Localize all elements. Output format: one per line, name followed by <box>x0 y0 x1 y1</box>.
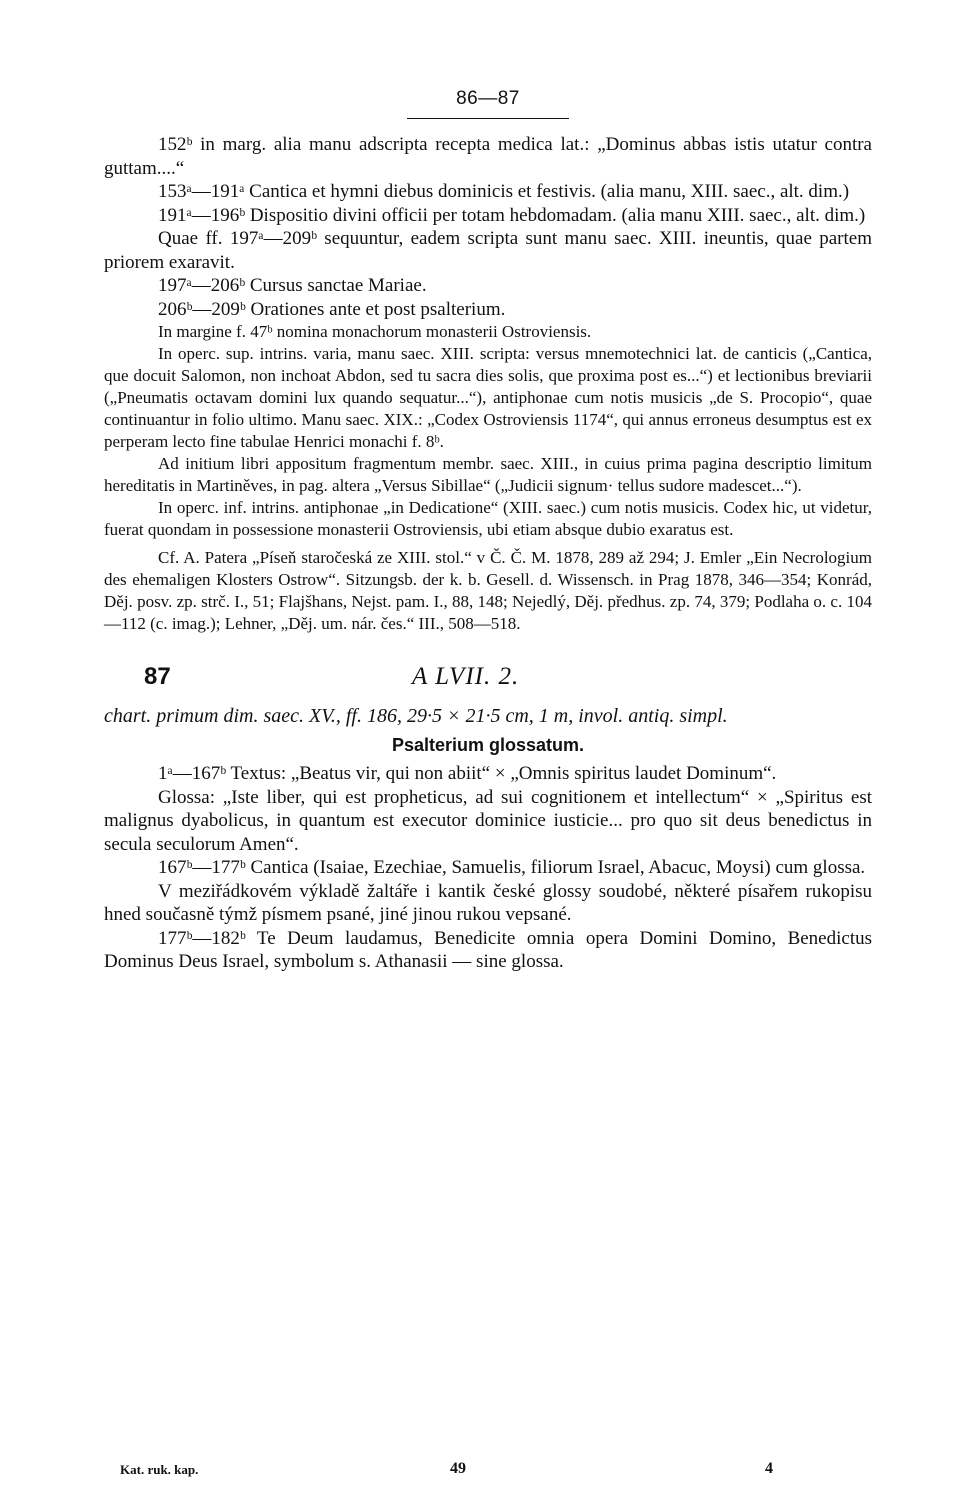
entry87-paragraph-3: 167ᵇ—177ᵇ Cantica (Isaiae, Ezechiae, Samuelis, filiorum Israel, Abacuc, Moysi) cum glossa. <box>158 857 866 878</box>
footer-signature: Kat. ruk. kap. <box>120 1462 199 1477</box>
entry86-references: Cf. A. Patera „Píseň staročeská ze XIII. stol.“ v Č. Č. M. 1878, 289 až 294; J. Emler „Ein Necrologium des ehemaligen Klosters Ostrow“. Sitzungsb. der k. b. Gesell. d. Wissensch. in Prag 1878, 346—354; Konrád, Děj. posv. zp. strč. I., 51; Flajšhans, Nejst. pam. I., 88, 148; Nejedlý, Děj. předhus. zp. 74, 379; Podlaha o. c. 104—112 (c. imag.); Lehner, „Děj. um. nár. čes.“ III., 508—518. <box>104 548 872 633</box>
entry86-paragraph-1: 152ᵇ in marg. alia manu adscripta recepta medica lat.: „Dominus abbas istis utatur contra guttam....“ <box>104 134 872 179</box>
entry87-paragraph-1: 1ᵃ—167ᵇ Textus: „Beatus vir, qui non abiit“ × „Omnis spiritus laudet Dominum“. <box>158 763 777 784</box>
entry86-note-2: In operc. sup. intrins. varia, manu saec. XIII. scripta: versus mnemotechnici lat. de canticis („Cantica, que docuit Salomon, non inchoat Abdon, sed tu sacra dies solis, que proxima post es...“) et lectionibus breviarii („Pneumatis octavam domini lux quando sequatur...“), antiphonae cum notis musicis „de S. Procopio“, quae continuantur in folio ultimo. Manu saec. XIX.: „Codex Ostroviensis 1174“, qui annus erroneus desumptus est ex perperam lecto fine tabulae Henrici monachi f. 8ᵇ. <box>104 344 872 451</box>
entry86-paragraph-3: 191ᵃ—196ᵇ Dispositio divini officii per totam hebdomadam. (alia manu XIII. saec., alt. dim.) <box>158 204 866 226</box>
entry87-paragraph-5: 177ᵇ—182ᵇ Te Deum laudamus, Benedicite omnia opera Domini Domino, Benedictus Dominus Deus Israel, symbolum s. Athanasii — sine glossa. <box>104 927 872 972</box>
entry86-note-1: In margine f. 47ᵇ nomina monachorum monasterii Ostroviensis. <box>158 322 592 341</box>
entry87-title: Psalterium glossatum. <box>391 735 585 755</box>
entry87-heading <box>104 663 872 699</box>
entry86-paragraph-5: 197ᵃ—206ᵇ Cursus sanctae Mariae. <box>158 275 427 296</box>
entry87-description: chart. primum dim. saec. XV., ff. 186, 29·5 × 21·5 cm, 1 m, invol. antiq. simpl. <box>104 705 728 727</box>
gathering-number: 4 <box>765 1460 773 1477</box>
running-head: 86—87 <box>456 88 520 109</box>
entry87-paragraph-4: V meziřádkovém výkladě žaltáře i kantik české glossy soudobé, některé písařem rukopisu hned současně týmž písmem psané, jiné jinou rukou vepsané. <box>104 880 872 925</box>
entry87-paragraph-2: Glossa: „Iste liber, qui est propheticus, ad sui cognitionem et intellectum“ × „Spiritus est malignus dyabolicus, in quantum est executor dominice iusticie... pro quo sit deus benedictus in secula seculorum Amen“. <box>104 786 872 855</box>
page-number: 49 <box>450 1460 466 1477</box>
entry87-shelfmark: A LVII. 2. <box>412 663 520 690</box>
entry86-note-4: In operc. inf. intrins. antiphonae „in Dedicatione“ (XIII. saec.) cum notis musicis. Codex hic, ut videtur, fuerat quondam in possessione monasterii Ostroviensis, ubi etiam absque dubio exaratus est. <box>104 498 872 539</box>
entry86-note-3: Ad initium libri appositum fragmentum membr. saec. XIII., in cuius prima pagina descriptio limitum hereditatis in Martiněves, in pag. altera „Versus Sibillae“ („Judicii signum· tellus sudore madescet...“). <box>104 454 872 495</box>
header-rule <box>407 118 569 119</box>
entry87-number: 87 <box>144 663 171 690</box>
entry86-paragraph-6: 206ᵇ—209ᵇ Orationes ante et post psalterium. <box>158 298 506 320</box>
page <box>104 88 872 974</box>
entry86-paragraph-4: Quae ff. 197ᵃ—209ᵇ sequuntur, eadem scripta sunt manu saec. XIII. ineuntis, quae partem priorem exaravit. <box>104 228 872 273</box>
entry86-paragraph-2: 153ᵃ—191ᵃ Cantica et hymni diebus dominicis et festivis. (alia manu, XIII. saec., alt. dim.) <box>158 181 850 202</box>
page-footer <box>120 1460 773 1484</box>
